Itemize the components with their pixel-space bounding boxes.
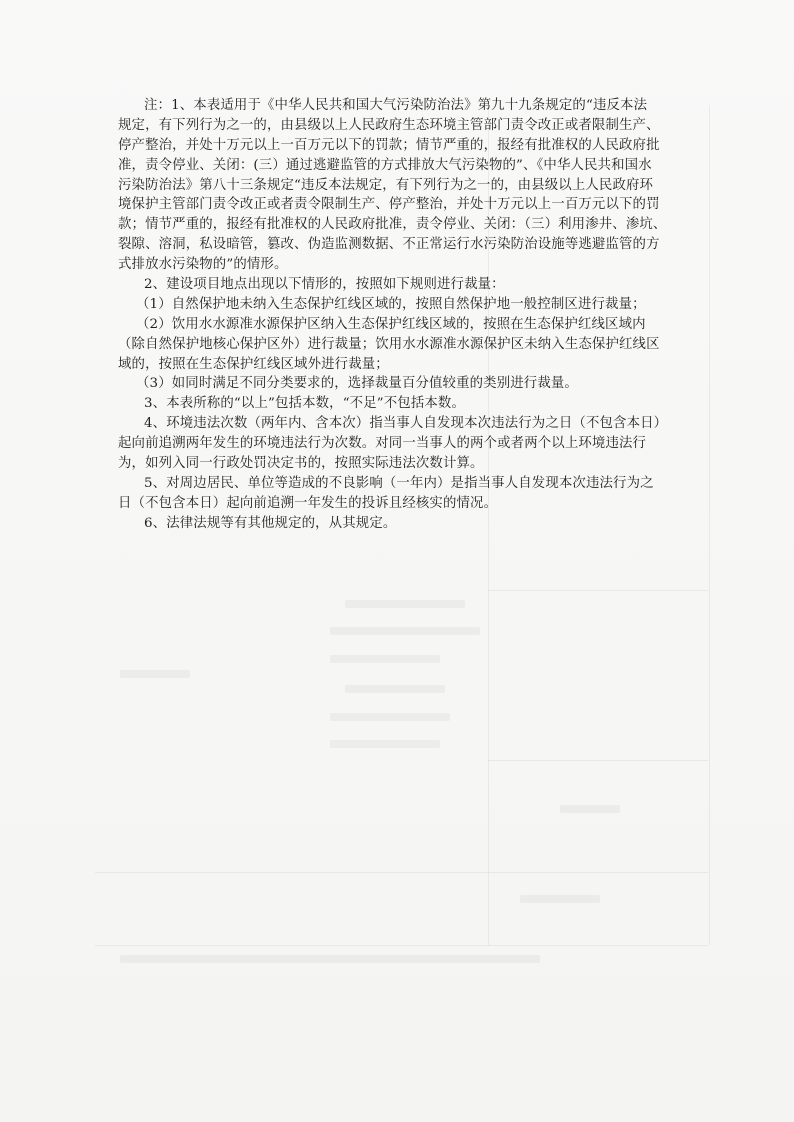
note-line: 起向前追溯两年发生的环境违法行为次数。对同一当事人的两个或者两个以上环境违法行 bbox=[118, 436, 647, 452]
bleed-through-text bbox=[330, 627, 480, 635]
bleed-through-row-line bbox=[488, 590, 708, 591]
bleed-through-text bbox=[120, 955, 540, 963]
note-line: 域的，按照在生态保护红线区域外进行裁量； bbox=[118, 356, 389, 372]
bleed-through-text bbox=[560, 805, 620, 813]
note-line: （除自然保护地核心保护区外）进行裁量；饮用水水源准水源保护区未纳入生态保护红线区 bbox=[118, 336, 660, 352]
note-line: 2、建设项目地点出现以下情形的，按照如下规则进行裁量： bbox=[144, 277, 505, 293]
note-line: （2）饮用水水源准水源保护区纳入生态保护红线区域的，按照在生态保护红线区域内 bbox=[136, 316, 646, 332]
note-line: 4、环境违法次数（两年内、含本次）指当事人自发现本次违法行为之日（不包含本日） bbox=[144, 416, 668, 432]
bleed-through-text bbox=[330, 655, 440, 663]
note-line: 规定，有下列行为之一的，由县级以上人民政府生态环境主管部门责令改正或者限制生产、 bbox=[118, 117, 660, 133]
note-line: 注：1、本表适用于《中华人民共和国大气污染防治法》第九十九条规定的“违反本法 bbox=[144, 98, 648, 113]
bleed-through-row-line bbox=[488, 760, 708, 761]
note-line: 准，责令停业、关闭：(三）通过逃避监管的方式排放大气污染物的”、《中华人民共和国水 bbox=[118, 157, 652, 173]
bleed-through-text bbox=[520, 895, 600, 903]
bleed-through-text bbox=[345, 685, 445, 693]
note-line: 6、法律法规等有其他规定的，从其规定。 bbox=[144, 515, 397, 531]
note-line: 款；情节严重的，报经有批准权的人民政府批准，责令停业、关闭：（三）利用渗井、渗坑、 bbox=[118, 217, 667, 233]
note-line: 3、本表所称的“以上”包括本数，“不足”不包括本数。 bbox=[144, 396, 466, 412]
notes-section bbox=[118, 96, 678, 534]
note-line: （3）如同时满足不同分类要求的，选择裁量百分值较重的类别进行裁量。 bbox=[136, 376, 578, 392]
note-line: 停产整治，并处十万元以上一百万元以下的罚款；情节严重的，报经有批准权的人民政府批 bbox=[118, 137, 660, 153]
note-line: （1）自然保护地未纳入生态保护红线区域的，按照自然保护地一般控制区进行裁量； bbox=[136, 296, 646, 312]
bleed-through-text bbox=[330, 713, 450, 721]
note-line: 污染防治法》第八十三条规定“违反本法规定，有下列行为之一的，由县级以上人民政府环 bbox=[118, 177, 654, 193]
bleed-through-text bbox=[120, 670, 190, 678]
bleed-through-text bbox=[330, 740, 440, 748]
bleed-through-text bbox=[345, 600, 465, 608]
note-line: 境保护主管部门责令改正或者责令限制生产、停产整治，并处十万元以上一百万元以下的罚 bbox=[118, 197, 660, 213]
bleed-through-row-line bbox=[95, 945, 708, 946]
note-line: 裂隙、溶洞，私设暗管，篡改、伪造监测数据、不正常运行水污染防治设施等逃避监管的方 bbox=[118, 237, 660, 253]
bleed-through-row-line bbox=[95, 872, 708, 873]
note-line: 式排放水污染物的”的情形。 bbox=[118, 257, 288, 273]
note-line: 日（不包含本日）起向前追溯一年发生的投诉且经核实的情况。 bbox=[118, 495, 498, 511]
note-line: 为，如列入同一行政处罚决定书的，按照实际违法次数计算。 bbox=[118, 456, 484, 472]
note-line: 5、对周边居民、单位等造成的不良影响（一年内）是指当事人自发现本次违法行为之 bbox=[144, 475, 654, 491]
